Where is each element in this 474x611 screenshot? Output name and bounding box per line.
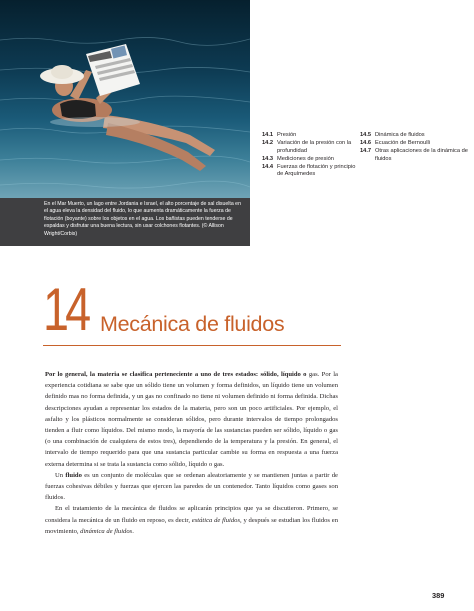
chapter-intro-text (45, 369, 338, 537)
section-item: 14.2 Variación de la presión con la profundidad (262, 140, 352, 154)
section-item: 14.4 Fuerzas de flotación y principio de Arquímedes (262, 163, 356, 177)
chapter-number: 14 (43, 276, 88, 343)
section-item: 14.6 Ecuación de Bernoulli (360, 140, 431, 146)
chapter-opener-photo (0, 0, 250, 198)
section-item: 14.5 Dinámica de fluidos (360, 132, 425, 138)
chapter-section-list (262, 132, 474, 202)
title-rule (43, 345, 341, 346)
section-item: 14.7 Otras aplicaciones de la dinámica de fluidos (360, 148, 468, 162)
term-fluido: fluido (65, 471, 82, 479)
term-dinamica: dinámica de fluidos (80, 527, 133, 535)
paragraph: En el tratamiento de la mecánica de fluidos se aplicarán principios que ya se discutieron. Primero, se considera la mecánica de un fluido en reposo, es decir, estática de fluidos, y después se estudian los fluidos en movimiento, dinámica de fluidos. (45, 505, 339, 535)
paragraph: Por lo general, la materia se clasifica perteneciente a uno de tres estados: sólido, líquido o gas. Por la experiencia cotidiana se sabe que un sólido tiene un volumen y forma definidos, un líquido tiene un volumen definido mas no forma definida, y un gas no confinado no tiene ni volumen definido ni forma definida. Dichas descripciones ayudan a representar los estados de la materia, pero son un poco artificiales. Por ejemplo, el asfalto y los plásticos normalmente se consideran sólidos, pero durante intervalos de tiempo prolongados tienden a fluir como líquidos. Del mismo modo, la mayoría de las sustancias pueden ser sólido, líquido o gas (o una combinación de cualquiera de estos tres), dependiendo de la temperatura y la presión. En general, el intervalo de tiempo requerido para que una sustancia particular cambie su forma en respuesta a una fuerza externa determina si se trata la sustancia como sólido, líquido o gas. (45, 371, 338, 468)
photo-caption: En el Mar Muerto, un lago entre Jordania e Israel, el alto porcentaje de sal disuelta en el agua eleva la densidad del fluido, lo que aumenta dramáticamente la fuerza de flotación (boyante) sobre los objetos en el agua. Los bañistas pueden tenderse de espaldas y disfrutar una buena lectura, sin usar colchones flotantes. (© Allison Wright/Corbis) (0, 198, 250, 246)
section-item: 14.3 Mediciones de presión (262, 155, 334, 162)
term-estatica: estática de fluidos (191, 516, 241, 524)
page-number: 389 (432, 591, 445, 600)
paragraph: Un fluido es un conjunto de moléculas que se ordenan aleatoriamente y se mantienen juntas a partir de fuerzas cohesivas débiles y fuerzas que ejercen las paredes de un contenedor. Tanto líquidos como gases son fluidos. (45, 471, 338, 502)
section-item: 14.1 Presión (262, 132, 297, 138)
chapter-title: Mecánica de fluidos (100, 312, 285, 336)
